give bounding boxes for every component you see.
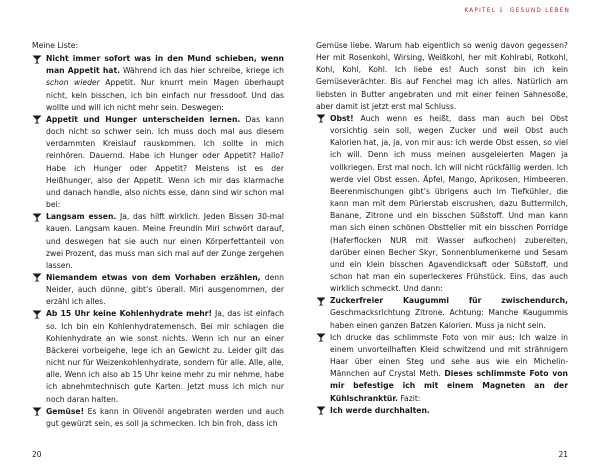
martini-glass-icon	[316, 114, 326, 123]
martini-glass-icon	[32, 55, 42, 64]
item-heading: Zuckerfreier Kaugummi für zwischendurch,	[330, 296, 568, 306]
list-item	[316, 295, 568, 331]
item-body-cont: Appetit. Nur knurrt mein Magen überhaupt nicht, kein bisschen, ich bin einfach nur fressdoof. Und das wollte und will ich nicht mehr sein. Deswegen:	[46, 78, 284, 112]
martini-glass-icon	[32, 310, 42, 319]
item-body-cont: Fazit:	[397, 393, 421, 403]
item-body: denn Neider, auch dünne, gibt’s überall. Miri ausgenommen, der erzähl ich alles.	[46, 272, 284, 307]
item-heading: Obst!	[330, 113, 354, 123]
list-item	[32, 406, 284, 430]
running-head	[464, 8, 570, 14]
item-heading: Ab 15 Uhr keine Kohlenhydrate mehr!	[46, 309, 212, 319]
list-item	[316, 332, 568, 405]
martini-glass-icon	[316, 406, 326, 415]
item-heading: Nicht immer sofort was in den Mund schieben, wenn man Appetit hat.	[46, 54, 284, 76]
list-item	[316, 113, 568, 295]
item-emphasis: schon wieder	[46, 78, 100, 88]
continuation-paragraph: Gemüse liebe. Warum hab eigentlich so wenig davon gegessen? Her mit Rosenkohl, Wirsing, Weißkohl, her mit Kohlrabi, Rotkohl, Kohl, Kohl, Kohl. Ich liebe es! Auch sonst bin ich kein Gemüseverächter. Bis auf Fenchel mag ich alles. Natürlich am liebsten in Butter angebraten und mit einer feinen Sahnesoße, aber damit ist jetzt erst mal Schluss.	[316, 41, 568, 111]
item-body: Ich drucke das schlimmste Foto von mir aus: Ich walze in einem unvorteilhaften Kleid schwitzend und mit strähnigem Haar über einen Steg und sehe aus wie ein Michelin-Männchen auf Crystal Meth.	[330, 332, 568, 379]
item-heading: Ich werde durchhalten.	[330, 405, 430, 415]
martini-glass-icon	[32, 273, 42, 282]
list-item	[32, 211, 284, 272]
item-body: Geschmacksrichtung Zitrone. Achtung: Manche Kaugummis haben einen ganzen Batzen Kalorien. Muss ja nicht sein.	[330, 308, 568, 330]
item-body: Das kann doch nicht so schwer sein. Ich muss doch mal aus diesem verdammten Kreislauf rauskommen. Ich sollte in mich reinhören. Dauernd. Habe ich Hunger oder Appetit? Hallo? Habe ich Hunger oder Appetit? Meistens ist es der Heißhunger, also der Appetit. Wenn ich mir das klarmache und danach handle, also nichts esse, dann sind wir schon mal bei:	[46, 114, 284, 210]
list-item	[32, 114, 284, 211]
item-heading: Niemandem etwas von dem Vorhaben erzählen,	[46, 272, 261, 282]
running-head-title: GESUND LEBEN	[510, 8, 570, 14]
item-heading: Dieses schlimmste Foto von mir befestige ich mit einem Magneten an der Kühlschranktür.	[330, 369, 568, 403]
page-number: 20	[32, 450, 42, 459]
list-item	[32, 53, 284, 114]
martini-glass-icon	[32, 213, 42, 222]
item-heading: Gemüse!	[46, 406, 85, 416]
martini-glass-icon	[32, 115, 42, 124]
item-heading: Appetit und Hunger unterscheiden lernen.	[46, 114, 241, 124]
list-intro: Meine Liste:	[32, 41, 79, 50]
right-column	[316, 40, 568, 417]
item-body: Ja, das ist einfach so. Ich bin ein Kohlenhydratemensch. Bei mir schlagen die Kohlenhydrate an wie sonst nichts. Wenn ich nur an einer Bäckerei vorbeigehe, lege ich an Gewicht zu. Leider gilt das nicht nur für Weizenkohlenhydrate, sondern für alle. Alle, alle, alle. Wenn ich also ab 15 Uhr keine mehr zu mir nehme, habe ich abnehmtechnisch gute Karten. Jetzt muss ich mich nur noch daran halten.	[46, 309, 284, 404]
item-body: Ja, das hilft wirklich. Jeden Bissen 30-mal kauen. Langsam kauen. Meine Freundin Miri schwört darauf, und deswegen hat sie auch nur einen Körperfettanteil von zwei Prozent, das muss man sich mal auf der Zunge zergehen lassen.	[46, 212, 285, 270]
running-head-chapter: KAPITEL 1	[464, 8, 504, 14]
item-heading: Langsam essen.	[46, 212, 117, 222]
martini-glass-icon	[32, 407, 42, 416]
list-item	[32, 308, 284, 405]
right-page	[300, 0, 600, 467]
item-body: Auch wenn es heißt, dass man auch bei Obst vorsichtig sein soll, wegen Zucker und weil Obst auch Kalorien hat, ja, ja, von mir aus: ich werde Obst essen, so viel ich will. Denn ich muss meinen ausgeleierten Magen ja vollkriegen. Erst mal noch. Ich will nicht rückfällig werden. Ich werde viel Obst essen. Äpfel, Mango, Aprikosen, Himbeeren. Beerenmischungen gibt’s übrigens auch im Tiefkühler, die kann man mit dem Pürierstab eiscrushen, dazu Buttermilch, Banane, Zitrone und ein bisschen Süßstoff. Und man kann man sich einen schönen Obstteller mit ein bisschen Porridge (Haferflocken NUR mit Wasser aufkochen) zubereiten, darüber einen Becher Skyr, Sonnenblumenkerne und Sesam und ein klein bisschen Agavendicksaft oder Süßstoff, und schon hat man ein superleckeres Frühstück. Eins, das auch wirklich schmeckt. Und dann:	[330, 113, 568, 294]
item-body: Während ich das hier schreibe, kriege ich	[120, 66, 284, 76]
list-item	[316, 405, 568, 417]
martini-glass-icon	[316, 297, 326, 306]
item-body: Es kann in Olivenöl angebraten werden und auch gut gewürzt sein, es soll ja schmecken. Ich bin froh, dass ich	[46, 406, 284, 428]
martini-glass-icon	[316, 333, 326, 342]
left-column	[32, 40, 284, 430]
page-number: 21	[558, 450, 568, 459]
list-item	[32, 272, 284, 308]
